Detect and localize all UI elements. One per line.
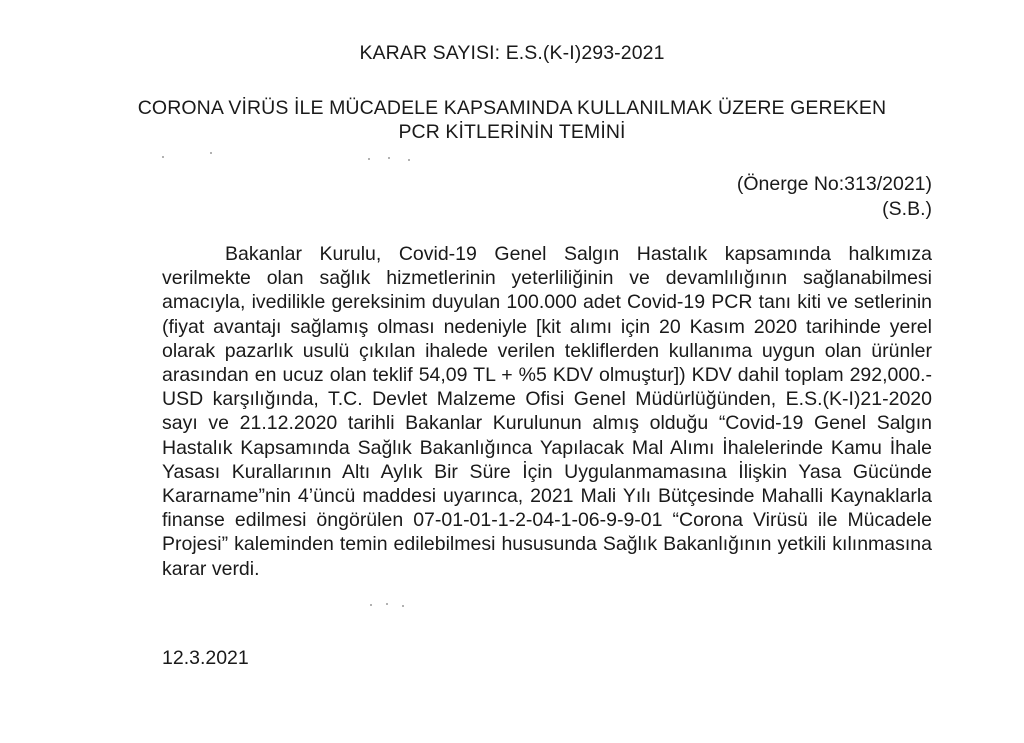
scan-speck — [210, 152, 212, 154]
proposal-number: (Önerge No:313/2021) — [736, 173, 932, 195]
scan-speck — [386, 603, 388, 605]
scan-speck — [370, 604, 372, 606]
scan-speck — [162, 156, 164, 158]
decision-number: KARAR SAYISI: E.S.(K-I)293-2021 — [359, 42, 665, 64]
document-title-line-2: PCR KİTLERİNİN TEMİNİ — [398, 121, 626, 143]
scan-speck — [408, 159, 410, 161]
document-title-line-1: CORONA VİRÜS İLE MÜCADELE KAPSAMINDA KULLANILMAK ÜZERE GEREKEN — [137, 97, 887, 119]
document-title — [100, 96, 924, 144]
scan-speck — [402, 605, 404, 607]
scan-speck — [368, 158, 370, 160]
proposal-meta — [737, 172, 932, 222]
ministry-abbreviation: (S.B.) — [882, 198, 932, 220]
decision-body: Bakanlar Kurulu, Covid-19 Genel Salgın Hastalık kapsamında halkımıza verilmekte olan sağlık hizmetlerinin yeterliliğinin ve devamlılığının sağlanabilmesi amacıyla, ivedilikle gereksinim duyulan 100.000 adet Covid-19 PCR tanı kiti ve setlerinin (fiyat avantajı sağlamış olması nedeniyle [kit alımı için 20 Kasım 2020 tarihinde yerel olarak pazarlık usulü çıkılan ihalede verilen tekliflerden kullanıma uygun olan ürünler arasından en ucuz olan teklif 54,09 TL + %5 KDV olmuştur]) KDV dahil toplam 292,000.-USD karşılığında, T.C. Devlet Malzeme Ofisi Genel Müdürlüğünden, E.S.(K-I)21-2020 sayı ve 21.12.2020 tarihli Bakanlar Kurulunun almış olduğu “Covid-19 Genel Salgın Hastalık Kapsamında Sağlık Bakanlığınca Yapılacak Mal Alımı İhalelerinde Kamu İhale Yasası Kurallarının Altı Aylık Bir Süre İçin Uygulanmamasına İlişkin Yasa Gücünde Kararname”nin 4’üncü maddesi uyarınca, 2021 Mali Yılı Bütçesinde Mahalli Kaynaklarla finanse edilmesi öngörülen 07-01-01-1-2-04-1-06-9-9-01 “Corona Virüsü ile Mücadele Projesi” kaleminden temin edilebilmesi hususunda Sağlık Bakanlığının yetkili kılınmasına karar verdi. — [162, 243, 932, 580]
decision-date: 12.3.2021 — [162, 647, 249, 669]
scan-speck — [388, 157, 390, 159]
